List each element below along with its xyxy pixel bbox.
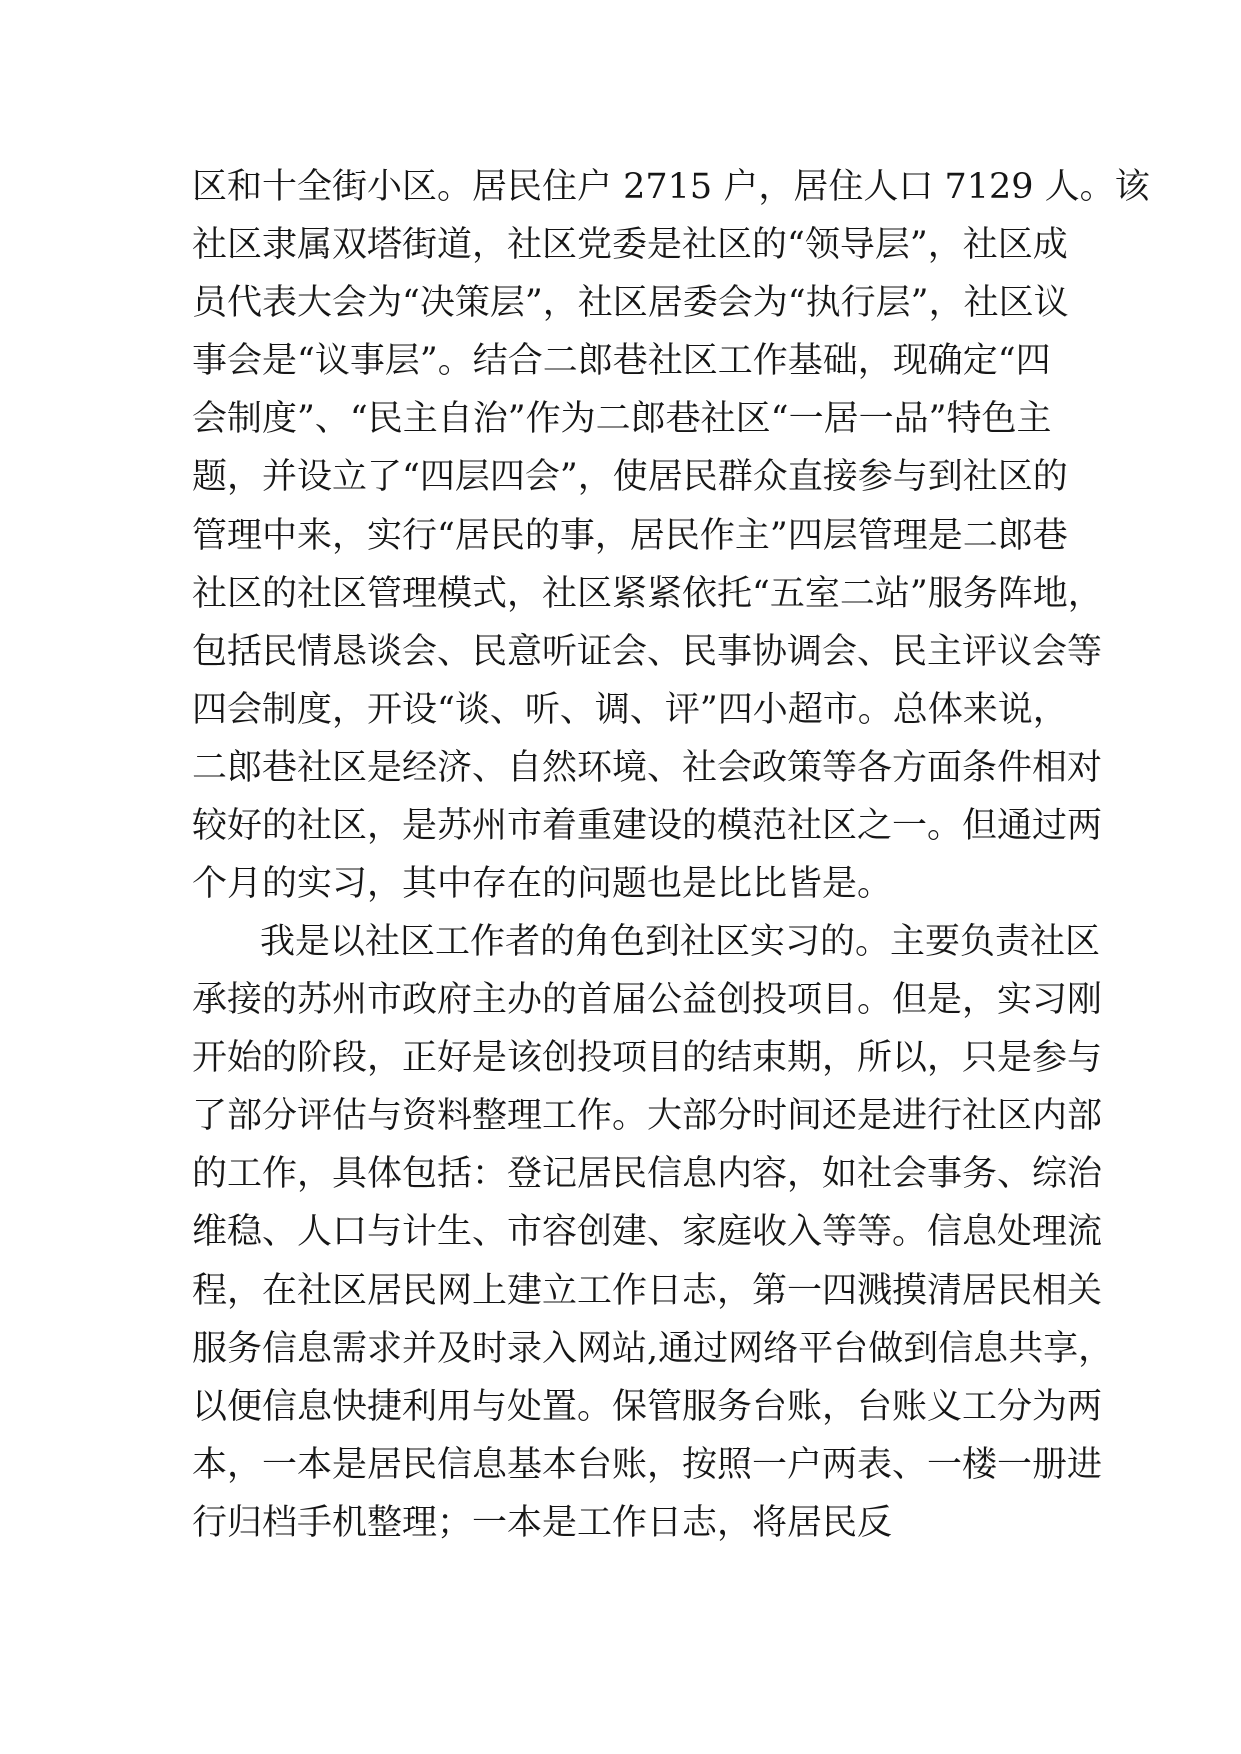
text-line: 的工作，具体包括：登记居民信息内容，如社会事务、综治 <box>192 1154 1103 1195</box>
paragraph-1 <box>192 158 1150 913</box>
text-line: 个月的实习，其中存在的问题也是比比皆是。 <box>192 864 893 905</box>
text-line: 我是以社区工作者的角色到社区实习的。主要负责社区 <box>260 922 1101 962</box>
text-line: 程，在社区居民网上建立工作日志，第一四溅摸清居民相关 <box>192 1270 1103 1311</box>
text-line: 事会是“议事层”。结合二郎巷社区工作基础，现确定“四 <box>192 341 1051 382</box>
text-line: 四会制度，开设“谈、听、调、评”四小超市。总体来说， <box>192 689 1068 730</box>
text-line: 社区的社区管理模式，社区紧紧依托“五室二站”服务阵地， <box>192 573 1103 614</box>
text-line: 会制度”、“民主自治”作为二郎巷社区“一居一品”特色主 <box>192 399 1052 440</box>
text-line: 员代表大会为“决策层”，社区居委会为“执行层”，社区议 <box>192 283 1069 324</box>
text-line: 社区隶属双塔街道，社区党委是社区的“领导层”，社区成 <box>192 225 1068 266</box>
text-line: 维稳、人口与计生、市容创建、家庭收入等等。信息处理流 <box>192 1212 1103 1253</box>
text-line: 了部分评估与资料整理工作。大部分时间还是进行社区内部 <box>192 1096 1103 1137</box>
text-line: 本，一本是居民信息基本台账，按照一户两表、一楼一册进 <box>192 1444 1103 1485</box>
text-line: 管理中来，实行“居民的事，居民作主”四层管理是二郎巷 <box>192 515 1068 556</box>
text-line: 包括民情恳谈会、民意听证会、民事协调会、民主评议会等 <box>192 631 1103 672</box>
text-line: 较好的社区，是苏州市着重建设的模范社区之一。但通过两 <box>192 806 1103 847</box>
text-line: 行归档手机整理；一本是工作日志，将居民反 <box>192 1502 893 1543</box>
text-line: 题，并设立了“四层四会”，使居民群众直接参与到社区的 <box>192 457 1068 498</box>
text-line: 服务信息需求并及时录入网站,通过网络平台做到信息共享， <box>192 1328 1114 1369</box>
text-line: 开始的阶段，正好是该创投项目的结束期，所以，只是参与 <box>192 1038 1103 1079</box>
paragraph-2 <box>192 913 1113 1552</box>
text-line: 以便信息快捷利用与处置。保管服务台账，台账义工分为两 <box>192 1386 1103 1427</box>
text-line: 区和十全街小区。居民住户 2715 户，居住人口 7129 人。该 <box>192 167 1150 207</box>
text-line: 二郎巷社区是经济、自然环境、社会政策等各方面条件相对 <box>192 747 1103 788</box>
text-line: 承接的苏州市政府主办的首届公益创投项目。但是，实习刚 <box>192 980 1103 1021</box>
